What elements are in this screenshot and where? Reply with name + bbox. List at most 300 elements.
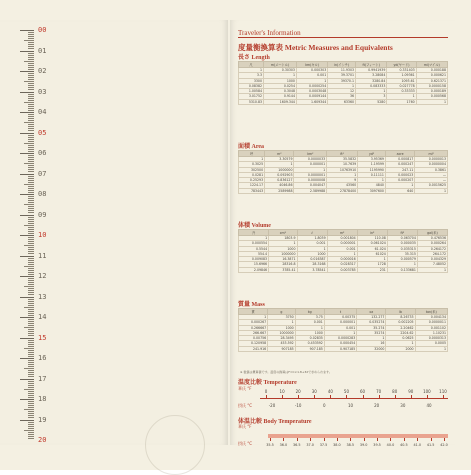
ruler-tick [20,338,34,339]
ruler-tick [24,327,34,328]
ruler-tick [28,139,34,140]
table-cell: 1 [386,341,415,346]
table-cell: 640 [385,188,414,193]
ruler-tick [28,167,34,168]
table-cell: 1 [415,188,448,193]
ruler-tick [28,233,34,234]
ruler-tick [20,358,34,359]
ruler-tick [28,69,34,70]
table-cell: 32000 [357,346,386,351]
fahrenheit-tick-label: 60 [359,389,366,394]
fahrenheit-tick-label: 10 [279,389,285,394]
ruler-tick [28,372,34,373]
body-temperature-tick [377,438,378,441]
table-cell: 1 [416,99,447,104]
table-cell: 1 [417,267,447,272]
table-cell: 3.95369 [358,157,386,162]
table-cell: 1000 [297,251,327,256]
table-cell: 0.476536 [417,236,447,241]
ruler-tick [28,278,34,279]
temperature-tick [411,395,412,398]
ruler-tick [28,415,34,416]
ruler-tick [24,102,34,103]
table-header-cell: g [268,309,296,315]
table-cell: 1000 [269,246,297,251]
ruler-tick [28,362,34,363]
body-temperature-tick [337,438,338,441]
page-heading: 度量衡換算表 Metric Measures and Equivalents [238,43,393,52]
ruler-tick [28,364,34,365]
ruler-tick [28,83,34,84]
table-cell: 0.001 [327,246,357,251]
table-row [239,99,448,104]
volume-table [238,229,448,273]
table-cell: 132.277 [357,315,386,320]
ruler-tick [28,110,34,111]
ruler-tick [28,118,34,119]
table-cell: 0.0000254 [296,83,327,88]
temperature-tick [298,395,299,398]
fahrenheit-tick-label: 40 [327,389,333,394]
table-cell: 1 [239,68,264,73]
table-cell: 0.907185 [324,346,356,351]
table-row [239,267,448,272]
fahrenheit-tick-label: 90 [408,389,414,394]
body-celsius-tick-label: 42.0 [440,443,448,447]
table-cell: 264.172 [417,251,447,256]
table-cell: 0.000016 [327,257,357,262]
table-cell: 1000 [264,78,297,83]
body-celsius-tick-label: 40.0 [386,443,395,447]
ruler-tick [28,116,34,117]
table-cell: 3.28084 [356,73,387,78]
ruler-tick [28,237,34,238]
table-cell: 1.609344 [296,99,327,104]
table-cell: 8.26733 [386,315,415,320]
ruler-tick [24,143,34,144]
ruler-tick [28,217,34,218]
ruler-tick [28,155,34,156]
ruler-tick [24,81,34,82]
table-cell: 1000000 [269,251,297,256]
right-page [230,20,455,445]
table-cell: 28.3495 [268,336,296,341]
table-row [239,346,448,351]
ruler-tick [28,344,34,345]
table-cell: 1000 [268,325,296,330]
table-cell: 0.0000283 [324,336,356,341]
fahrenheit-tick-label: 0 [264,389,268,394]
table-cell: 0.000267 [239,320,268,325]
ruler-tick [28,94,34,95]
ruler [0,20,52,445]
table-cell: 5280 [356,99,387,104]
table-header-cell: 尺 [239,62,264,68]
fahrenheit-label: 華氏 °F [238,386,252,391]
table-cell: 1 [387,94,416,99]
ruler-tick [28,227,34,228]
ruler-tick [24,204,34,205]
ruler-tick [28,206,34,207]
ruler-tick [28,411,34,412]
ruler-tick [28,333,34,334]
table-cell: 1609.344 [264,99,297,104]
fahrenheit-tick-label: 50 [343,389,349,394]
ruler-number: 06 [38,149,47,157]
title-rule [238,37,448,38]
ruler-tick [28,157,34,158]
table-cell: 2.20462 [386,325,415,330]
ruler-tick [28,89,34,90]
ruler-tick [28,169,34,170]
table-cell: 1.19599 [358,162,386,167]
ruler-tick [28,258,34,259]
ruler-tick [28,63,34,64]
table-cell: 0.001 [297,241,327,246]
table-cell: 0.000579 [387,257,417,262]
ruler-tick [28,149,34,150]
table-cell: 1000000 [265,167,294,172]
ruler-number: 07 [38,169,47,178]
ruler-tick [28,319,34,320]
table-cell: 39370.1 [328,78,356,83]
table-cell: 35.5832 [327,157,358,162]
table-cell: 1 [328,83,356,88]
ruler-tick [20,30,34,31]
ruler-tick [28,180,34,181]
body-celsius-tick-label: 41.5 [426,443,435,447]
ruler-tick [28,196,34,197]
ruler-tick [28,383,34,384]
table-cell: 0.120958 [239,341,268,346]
ruler-tick [28,329,34,330]
ruler-tick [28,243,34,244]
celsius-tick-label: 20 [374,403,380,408]
body-temperature-tick [444,438,445,441]
table-cell: — [415,178,448,183]
table-cell: 16 [357,341,386,346]
table-cell: 0.836127 [265,178,294,183]
ruler-number: 14 [38,313,47,321]
table-cell: 3.75 [295,315,324,320]
ruler-tick [28,188,34,189]
table-cell: 4840 [358,183,386,188]
table-cell: 0.000303 [296,68,327,73]
body-celsius-tick-label: 35.5 [266,443,274,447]
ruler-tick [28,346,34,347]
ruler-tick [28,87,34,88]
table-cell: 1 [385,183,414,188]
temperature-scale [238,385,448,415]
table-cell: 35.315 [387,251,417,256]
table-cell: 0.02835 [295,336,324,341]
ruler-tick [28,104,34,105]
table-header-cell: ft³ [387,230,417,236]
ruler-tick [28,171,34,172]
ruler-tick [28,106,34,107]
ruler-tick [28,331,34,332]
table-cell: 0.0000313 [415,336,447,341]
ruler-tick [24,430,34,431]
ruler-tick [20,92,34,93]
table-cell: 1760 [387,99,416,104]
ruler-tick [28,221,34,222]
ruler-tick [20,153,34,154]
table-cell: 1 [357,336,386,341]
temperature-tick [282,395,283,398]
table-cell: 0.001 [324,325,356,330]
section-length: 長さ Length [238,55,270,61]
ruler-tick [28,186,34,187]
body-celsius-label: 摂氏 °C [238,441,253,446]
table-cell: 0.0000013 [415,157,448,162]
ruler-tick [28,325,34,326]
table-cell: 2000 [386,346,415,351]
table-cell: 241.916 [239,346,268,351]
table-cell: 0.25293 [239,178,265,183]
table-cell: 0.002205 [386,320,415,325]
body-celsius-tick-label: 41.0 [413,443,421,447]
ruler-tick [28,239,34,240]
table-cell: 1 [356,89,387,94]
table-cell: 453.592 [268,341,296,346]
ruler-tick [28,376,34,377]
table-cell: 0.035315 [387,246,417,251]
ruler-tick [28,413,34,414]
ruler-tick [28,432,34,433]
celsius-tick-label: 40 [426,403,432,408]
ruler-tick [20,256,34,257]
ruler-tick [28,98,34,99]
body-temperature-tick [417,438,418,441]
table-cell: 0.001804 [327,236,357,241]
table-cell: 110.08 [357,236,387,241]
table-cell: 61024 [357,251,387,256]
table-header-cell: km(キロ) [296,62,327,68]
table-cell: 0.0003048 [296,89,327,94]
ruler-tick [20,297,34,298]
ruler-tick [28,268,34,269]
table-header-cell: 升 [239,230,269,236]
ruler-number: 04 [38,108,47,116]
ruler-number: 19 [38,415,47,424]
table-header-cell: gal(米) [417,230,447,236]
table-cell: 2.589988 [294,188,327,193]
ruler-tick [24,389,34,390]
ruler-tick [28,247,34,248]
body-temperature-band [268,434,448,438]
ruler-tick [28,198,34,199]
table-cell: 2589988 [265,188,294,193]
body-temperature-tick [431,438,432,441]
ruler-tick [28,366,34,367]
table-cell: 1 [387,262,417,267]
table-cell: 0.035274 [357,320,386,325]
ruler-tick [28,124,34,125]
ruler-tick [28,290,34,291]
ruler-tick [28,374,34,375]
body-celsius-tick-label: 36.5 [292,443,301,447]
ruler-tick [28,231,34,232]
ruler-tick [28,159,34,160]
ruler-number: 11 [38,251,47,260]
table-cell: 0.453592 [295,341,324,346]
table-cell: 1728 [357,262,387,267]
table-cell: 0.0000008 [294,178,327,183]
ruler-tick [24,266,34,267]
table-cell: 11.9303 [328,68,356,73]
ruler-tick [28,219,34,220]
table-header-cell: acre [385,151,414,157]
ruler-number: 02 [38,67,47,75]
ruler-tick [28,270,34,271]
body-temperature-tick [390,438,391,441]
ruler-tick [28,305,34,306]
temperature-tick [427,395,428,398]
ruler-tick [28,309,34,310]
ruler-tick [28,407,34,408]
body-temperature-tick [283,438,284,441]
table-cell: 0.33333 [387,89,416,94]
table-cell: 39.3701 [328,73,356,78]
ruler-tick [28,229,34,230]
section-area: 面積 Area [238,144,265,150]
ruler-tick [28,48,34,49]
table-cell: 0.133681 [387,267,417,272]
table-cell: 0.092903 [265,172,294,177]
ruler-tick [24,348,34,349]
ruler-tick [28,65,34,66]
table-cell: 0.061024 [357,241,387,246]
table-cell: 1 [264,73,297,78]
table-cell: 0.000554 [239,241,269,246]
ruler-tick [20,215,34,216]
ruler-tick [28,202,34,203]
body-temperature-scale [238,423,448,453]
ruler-tick [28,342,34,343]
table-header-cell: mi² [415,151,448,157]
table-cell: 1 [239,315,268,320]
celsius-tick-label: -10 [294,403,302,408]
table-cell: 3300 [239,78,264,83]
table-cell: 3.30579 [265,157,294,162]
body-temperature-tick [324,438,325,441]
section-temperature: 温度比較 Temperature [238,380,297,386]
ruler-tick [20,420,34,421]
table-cell: 0.000001 [324,320,356,325]
ruler-tick [28,210,34,211]
table-cell: 0.0625 [386,336,415,341]
ruler-tick [28,57,34,58]
ruler-tick [28,340,34,341]
ruler-tick [28,272,34,273]
temperature-tick [379,395,380,398]
section-mass: 質量 Mass [238,302,265,308]
ruler-number: 16 [38,354,47,362]
ruler-tick [28,323,34,324]
temperature-tick [314,395,315,398]
mass-table [238,308,448,352]
ruler-tick [28,403,34,404]
table-cell: 0.004134 [415,315,447,320]
table-cell: 0.016387 [297,257,327,262]
ruler-tick [28,67,34,68]
ruler-tick [28,96,34,97]
table-cell: 1 [415,346,447,351]
table-cell: 3750 [268,315,296,320]
ruler-tick [28,417,34,418]
table-header-cell: 坪 [239,151,265,157]
ruler-tick [28,313,34,314]
fahrenheit-tick-label: 80 [392,389,398,394]
ruler-tick [28,151,34,152]
table-cell: 0.000035 [387,241,417,246]
table-cell: 554.4 [239,251,269,256]
table-cell: 12 [328,89,356,94]
ruler-tick [28,79,34,80]
ruler-tick [28,288,34,289]
table-cell: 9 [327,178,358,183]
ruler-tick [24,368,34,369]
table-cell: 0.266667 [239,325,268,330]
ruler-tick [28,352,34,353]
ruler-tick [28,303,34,304]
ruler-tick [20,276,34,277]
table-cell: 0.9941939 [356,68,387,73]
ruler-tick [28,137,34,138]
temperature-tick [443,395,444,398]
ruler-tick [28,73,34,74]
table-cell: 1093.61 [387,78,416,83]
body-celsius-tick-label: 40.5 [400,443,408,447]
temperature-tick [395,395,396,398]
ruler-tick [24,184,34,185]
ruler-tick [28,428,34,429]
body-temperature-tick [310,438,311,441]
ruler-tick [20,194,34,195]
table-header-cell: 貫 [239,309,268,315]
table-cell: 0.0000033 [294,157,327,162]
table-cell: 3280.84 [356,78,387,83]
ruler-tick [24,163,34,164]
table-cell: 0.001 [295,320,324,325]
table-cell: 0.0015625 [415,183,448,188]
table-cell: 0.001102 [415,325,447,330]
ruler-tick [28,356,34,357]
table-cell: 0.004329 [417,257,447,262]
ruler-number: 08 [38,190,47,198]
table-cell: 1 [294,167,327,172]
table-cell: 0.331403 [387,68,416,73]
table-row [239,188,448,193]
table-cell: 16.3871 [269,257,297,262]
table-header-cell: yd(ヤード) [387,62,416,68]
ruler-tick [28,145,34,146]
table-cell: 1 [327,172,358,177]
ruler-tick [28,130,34,131]
ruler-tick [24,245,34,246]
table-cell: 3 [356,94,387,99]
table-header-cell: mi(マイル) [416,62,447,68]
temperature-axis [260,398,448,399]
ruler-tick [28,280,34,281]
table-cell: 0.000247 [385,162,414,167]
celsius-tick-label: 30 [400,403,406,408]
table-cell: 1 [357,257,387,262]
ruler-tick [28,391,34,392]
ruler-tick [28,251,34,252]
table-cell: 1 [269,241,297,246]
